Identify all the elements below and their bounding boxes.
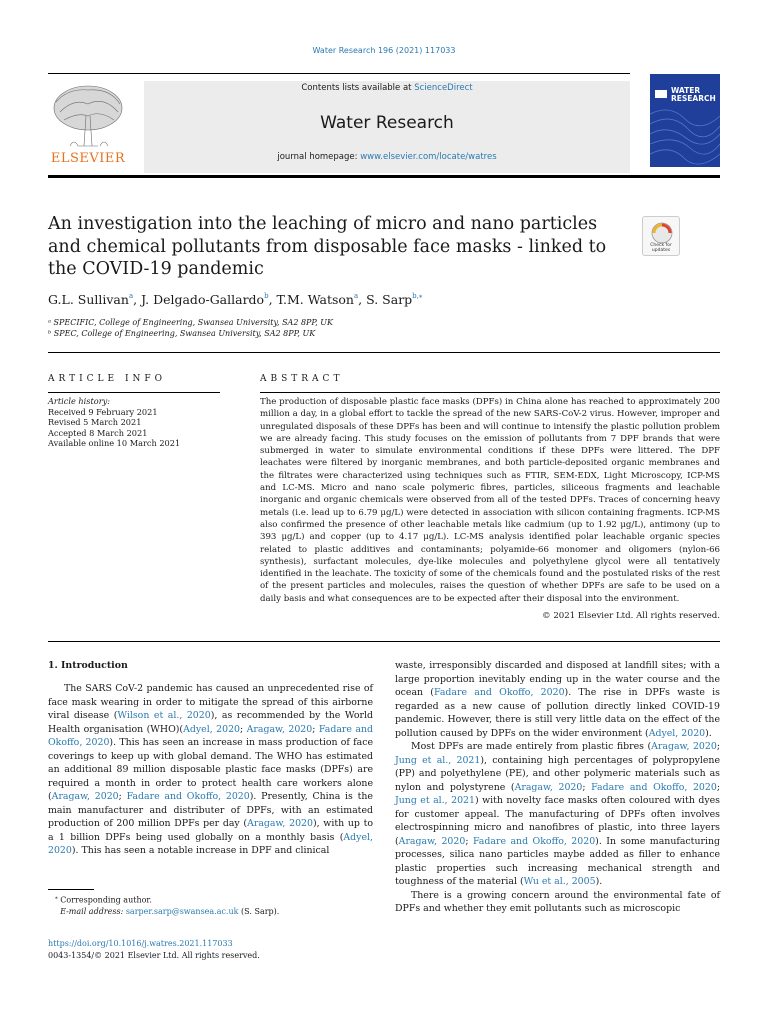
body-column-right — [395, 659, 720, 916]
homepage-prefix: journal homepage: — [277, 152, 361, 162]
history-item: Available online 10 March 2021 — [48, 438, 181, 448]
citation-link[interactable]: Adyel, 2020 — [183, 723, 240, 735]
citation-link[interactable]: Fadare and Okoffo, 2020 — [433, 687, 565, 698]
paragraph-text: ; — [716, 781, 720, 793]
journal-cover-image[interactable] — [650, 74, 720, 167]
abstract-heading: ABSTRACT — [260, 374, 344, 384]
paragraph-text: ). — [595, 876, 603, 887]
citation-link[interactable]: Fadare and Okoffo, 2020 — [472, 835, 596, 847]
paragraph-text: ). This has seen a notable increase in DPF and clinical — [71, 845, 330, 856]
article-history — [48, 396, 220, 449]
paragraph-text: ; — [465, 835, 473, 847]
paragraph-text: The SARS CoV-2 pandemic has caused an unprecedented rise of face mask wearing in order to mitigate the spread of this airborne viral disease ( — [48, 683, 373, 721]
citation-link[interactable]: Fadare and Okoffo, 2020 — [48, 723, 374, 748]
paragraph-text: ). In some manufacturing processes, silica nano particles maybe added as filler to enhance plastic properties such increasing mechanical strength and toughness of the material ( — [395, 835, 720, 887]
paragraph-text: ; — [312, 723, 319, 735]
homepage-link[interactable]: www.elsevier.com/locate/watres — [360, 152, 497, 162]
citation-link[interactable]: Adyel, 2020 — [648, 727, 706, 739]
header-thick-rule — [48, 175, 720, 178]
citation-link[interactable]: Aragaw, 2020 — [246, 723, 313, 735]
doi-link[interactable]: https://doi.org/10.1016/j.watres.2021.117033 — [48, 939, 233, 948]
citation-link[interactable]: Jung et al., 2021 — [395, 754, 481, 766]
paragraph-text: waste, irresponsibly discarded and disposed at landfill sites; with a large proportion inevitably ending up in the water course and the ocean ( — [395, 660, 720, 698]
article-title: An investigation into the leaching of micro and nano particles and chemical pollutants from disposable face masks - linked to the COVID-19 pandemic — [48, 214, 607, 279]
doi-block — [48, 938, 260, 961]
citation-link[interactable]: Aragaw, 2020 — [651, 741, 717, 752]
contents-prefix: Contents lists available at — [301, 83, 415, 93]
journal-citation[interactable]: Water Research 196 (2021) 117033 — [312, 46, 456, 55]
issn-copyright: 0043-1354/© 2021 Elsevier Ltd. All rights reserved. — [48, 950, 260, 960]
introduction-heading: 1. Introduction — [48, 660, 128, 671]
article-info-heading: ARTICLE INFO — [48, 374, 167, 384]
author-name[interactable]: S. Sarp — [366, 292, 413, 307]
journal-name: Water Research — [320, 113, 454, 133]
history-item: Received 9 February 2021 — [48, 406, 158, 417]
abstract-copyright: © 2021 Elsevier Ltd. All rights reserved. — [542, 611, 720, 621]
section-rule — [48, 352, 720, 353]
affiliation: ᵇ SPEC, College of Engineering, Swansea University, SA2 8PP, UK — [48, 329, 316, 338]
abstract-rule — [260, 392, 720, 393]
paragraph-text: ). This has seen an increase in mass production of face coverings to keep up with global demand. The WHO has estimated an additional 89 million disposable plastic face masks (DPFs) are required a month in order to protect health care workers alone ( — [48, 737, 373, 802]
paragraph-text: ; — [582, 781, 592, 793]
check-for-updates-button[interactable]: Check for updates — [642, 216, 680, 256]
intro-paragraph — [395, 889, 720, 916]
corresponding-label: Corresponding author. — [60, 895, 152, 905]
intro-paragraph — [48, 682, 373, 858]
email-suffix: (S. Sarp). — [238, 907, 280, 917]
paragraph-text: ). Presently, China is the main manufacturer and distributer of DPFs, with an estimated production of 200 million DPFs per day ( — [48, 791, 373, 829]
footnote-rule — [48, 889, 94, 890]
citation-link[interactable]: Aragaw, 2020 — [514, 781, 583, 793]
paragraph-text: ), as recommended by the World Health organisation (WHO)( — [48, 710, 373, 735]
history-item: Accepted 8 March 2021 — [48, 427, 148, 438]
email-label: E-mail address: — [60, 907, 126, 917]
paragraph-text: ), containing high percentages of polypropylene (PP) and polyethylene (PE), and other polymeric materials such as nylon and polystyrene ( — [395, 754, 720, 793]
history-item: Revised 5 March 2021 — [48, 417, 142, 427]
paragraph-text: ), with up to a 1 billion DPFs being used globally on a monthly basis ( — [48, 818, 373, 843]
author-list: G.L. Sullivan$^a$, J. Delgado-Gallardo$^b$, T.M. Watson$^a$, S. Sarp$^{b,⁎}$ — [48, 292, 423, 307]
homepage-line — [144, 152, 630, 162]
citation-link[interactable]: Aragaw, 2020 — [51, 791, 119, 802]
abstract-end-rule — [48, 641, 720, 642]
email-link[interactable]: sarper.sarp@swansea.ac.uk — [125, 907, 239, 917]
author-name[interactable]: J. Delgado-Gallardo — [141, 292, 265, 307]
citation-link[interactable]: Wilson et al., 2020 — [117, 710, 211, 721]
paragraph-text: ; — [118, 791, 127, 802]
citation-link[interactable]: Adyel, 2020 — [48, 831, 373, 856]
citation-link[interactable]: Aragaw, 2020 — [247, 818, 313, 829]
paragraph-text: Most DPFs are made entirely from plastic fibres ( — [411, 741, 652, 752]
body-column-left — [48, 682, 373, 858]
intro-paragraph — [395, 659, 720, 740]
citation-link[interactable]: Fadare and Okoffo, 2020 — [591, 781, 717, 793]
contents-line — [144, 83, 630, 93]
paragraph-text: ). The rise in DPFs waste is regarded as a new cause of pollution directly linked COVID-19 pandemic. However, there is still very little data on the effect of the pollution caused by DPFs on the wider environment ( — [395, 687, 720, 739]
author-name[interactable]: G.L. Sullivan — [48, 292, 129, 307]
paragraph-text: ; — [240, 723, 247, 735]
paragraph-text: There is a growing concern around the environmental fate of DPFs and whether they emit pollutants such as microscopic — [395, 889, 720, 914]
citation-link[interactable]: Jung et al., 2021 — [395, 795, 475, 806]
paragraph-text: ; — [716, 741, 720, 752]
citation-link[interactable]: Wu et al., 2005 — [523, 876, 596, 887]
citation-link[interactable]: Aragaw, 2020 — [398, 835, 466, 847]
intro-paragraph — [395, 740, 720, 889]
paragraph-text: ). — [705, 727, 712, 739]
sciencedirect-link[interactable]: ScienceDirect — [414, 83, 473, 93]
cover-title: WATER RESEARCH — [671, 86, 716, 103]
affiliation: ᵃ SPECIFIC, College of Engineering, Swansea University, SA2 8PP, UK — [48, 318, 333, 327]
author-name[interactable]: T.M. Watson — [276, 292, 354, 307]
top-rule — [48, 73, 630, 74]
paragraph-text: ) with novelty face masks often coloured with dyes for customer appeal. The manufacturing of DPFs often involves electrospinning micro and nanofibres of plastic, into three layers ( — [395, 795, 720, 847]
article-info-rule — [48, 392, 220, 393]
elsevier-logo-text: ELSEVIER — [50, 151, 126, 166]
history-title: Article history: — [48, 396, 110, 406]
corresponding-author-footnote: ⁎ Corresponding author. E-mail address: sarper.sarp@swansea.ac.uk (S. Sarp). — [55, 895, 280, 917]
citation-link[interactable]: Fadare and Okoffo, 2020 — [126, 791, 250, 802]
abstract-text: The production of disposable plastic face masks (DPFs) in China alone has reached to approximately 200 million a day, in a global effort to tackle the spread of the new SARS-CoV-2 virus. However, improper and unregulated disposals of these DPFs has been and will continue to intensify the plastic pollution problem we are already facing. This study focuses on the emission of pollutants from 7 DPF brands that were submerged in water to simulate environmental conditions if these DPFs were littered. The DPF leachates were filtered by inorganic membranes, and both particle-deposited organic membranes and the filtrates were characterized using techniques such as FTIR, SEM-EDX, Light Microscopy, ICP-MS and LC-MS. Micro and nano scale polymeric fibres, particles, siliceous fragments and leachable inorganic and organic chemicals were observed from all of the tested DPFs. Traces of concerning heavy metals (i.e. lead up to 6.79 μg/L) were detected in association with silicon containing fragments. ICP-MS also confirmed the presence of other leachable metals like cadmium (up to 1.92 μg/L), antimony (up to 393 μg/L) and copper (up to 4.17 μg/L). LC-MS analysis identified polar leachable organic species related to plastic additives and contaminants; polyamide-66 monomer and oligomers (nylon-66 synthesis), surfactant molecules, dye-like molecules and polyethylene glycol were all tentatively identified in the leachate. The toxicity of some of the chemicals found and the postulated risks of the rest of the present particles and molecules, raises the question of whether DPFs are safe to be used on a daily basis and what consequences are to be expected after their disposal into the environment. — [260, 397, 720, 604]
